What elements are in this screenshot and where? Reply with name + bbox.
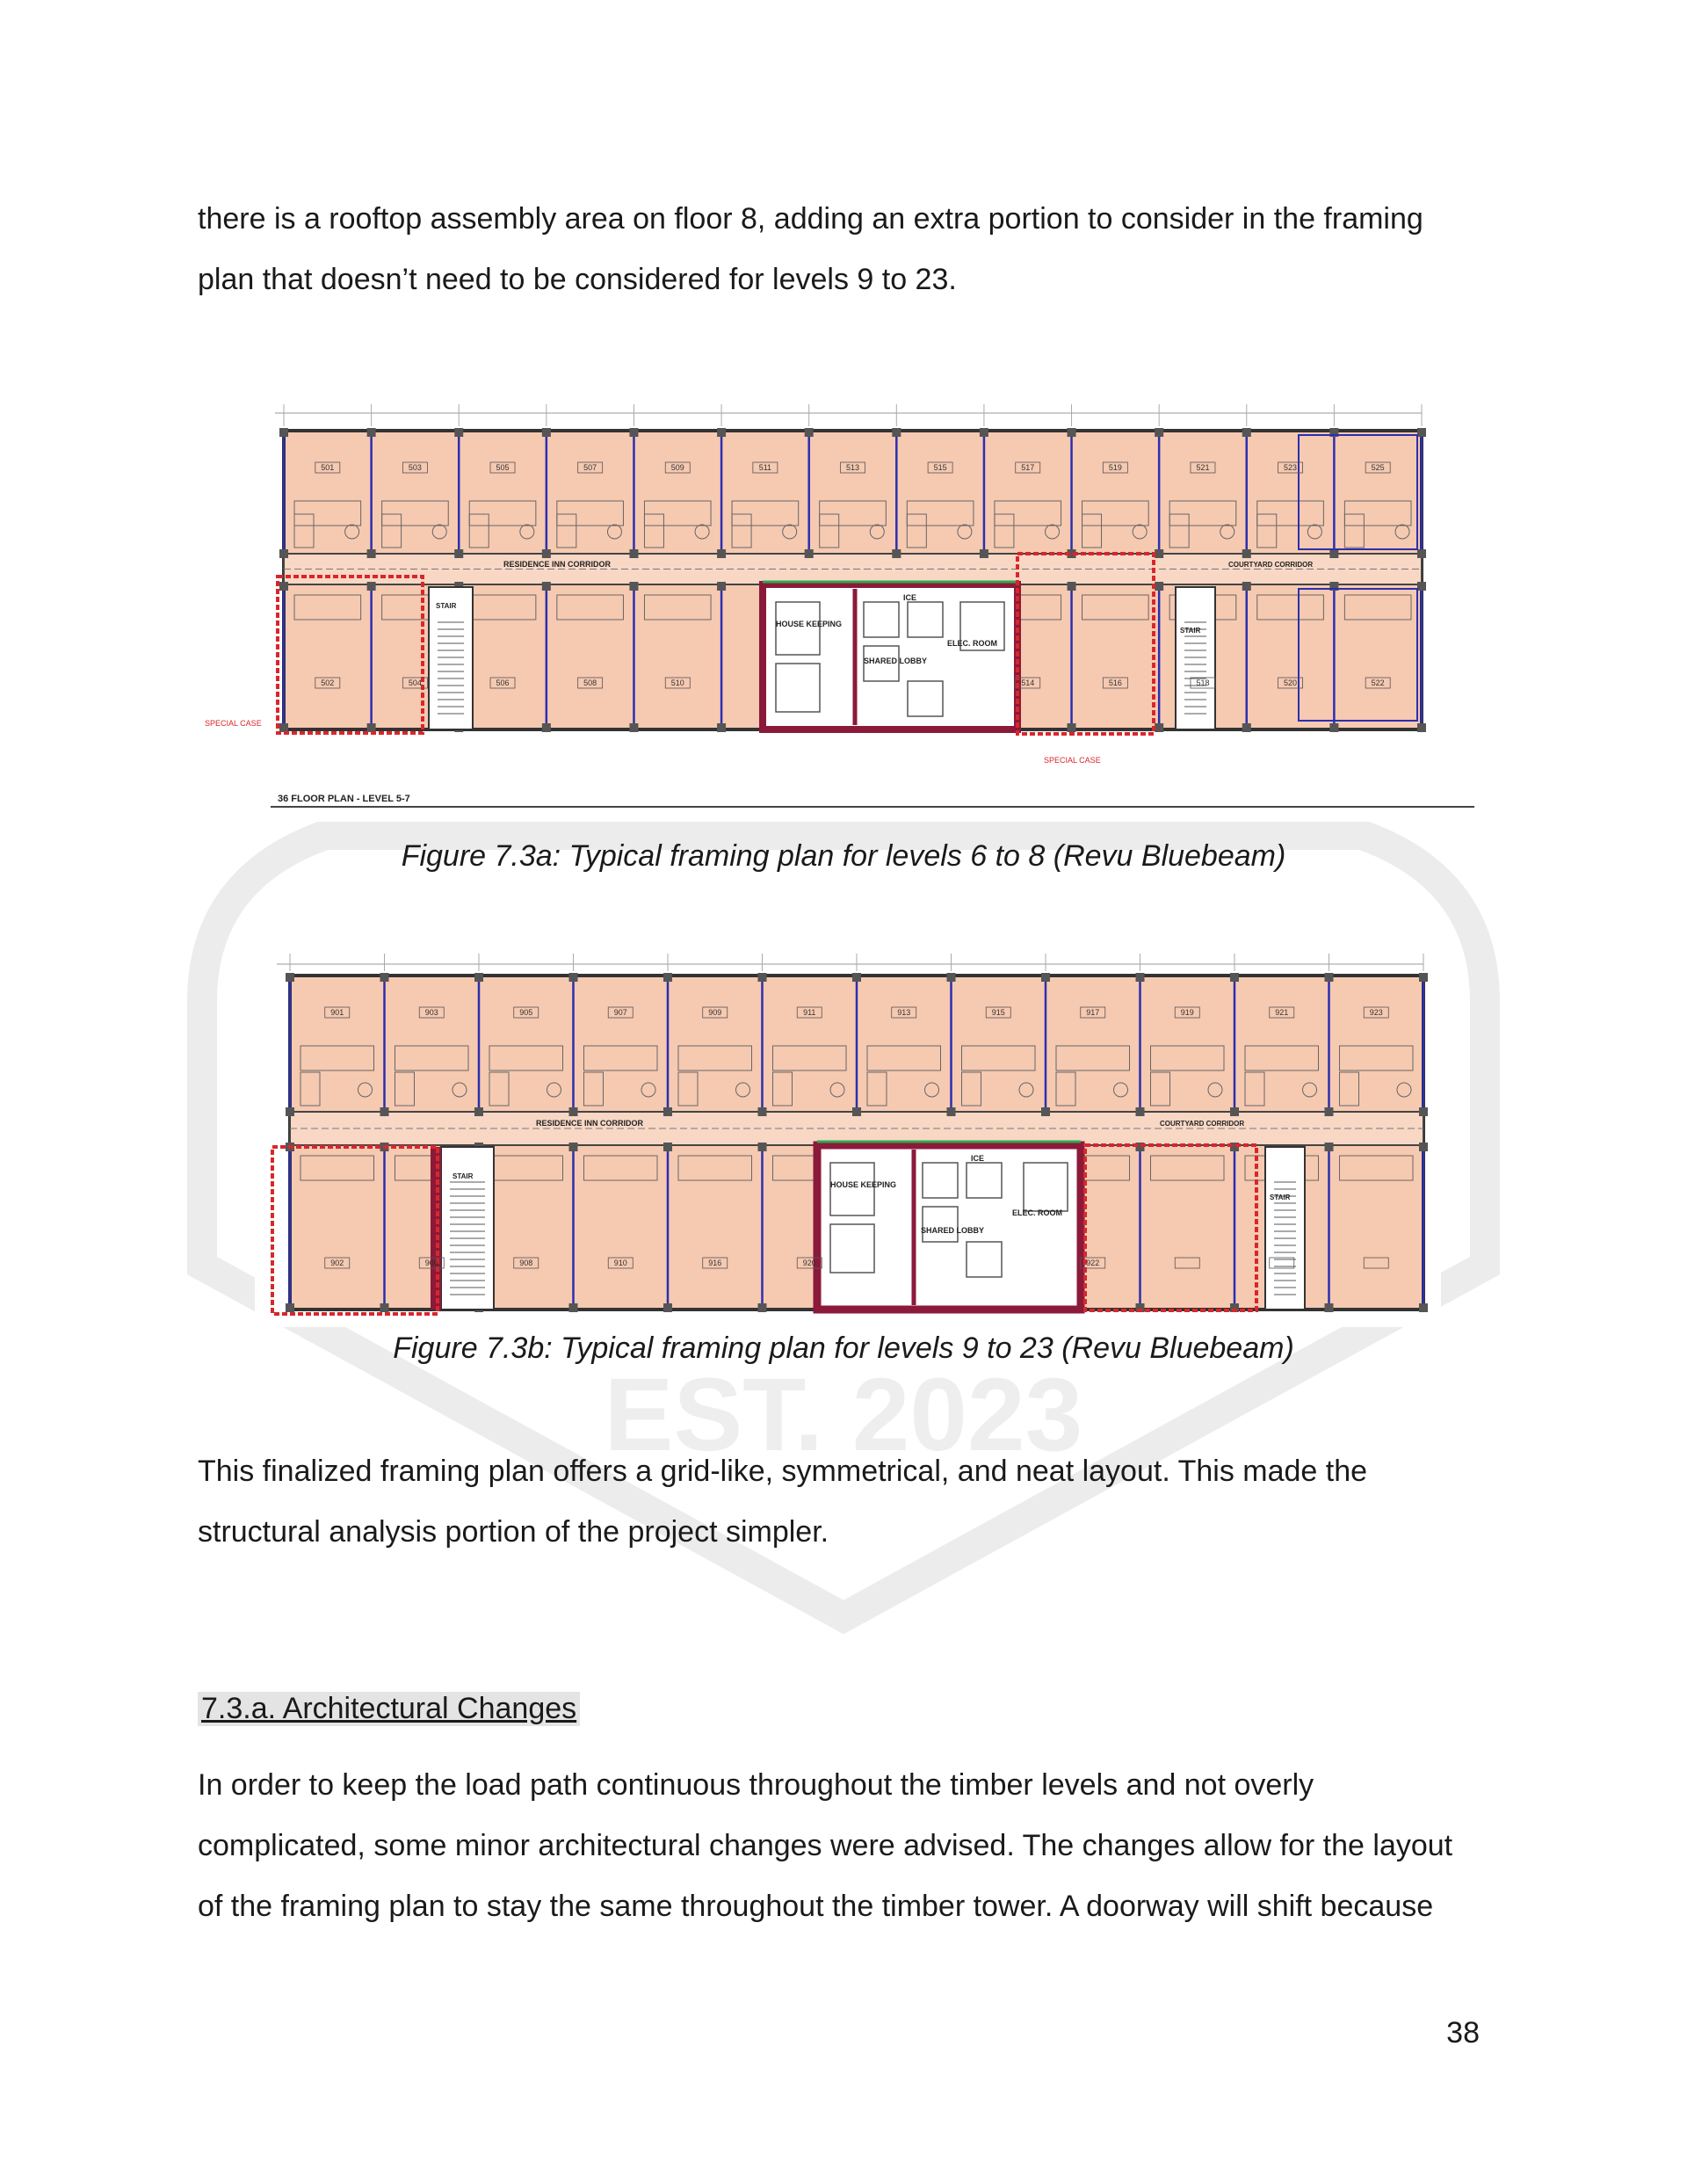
room-number: 515	[933, 463, 947, 472]
room-number: 520	[1284, 678, 1298, 687]
figure-a-caption: Figure 7.3a: Typical framing plan for levels 6 to 8 (Revu Bluebeam)	[401, 839, 1286, 873]
room-number: 923	[1369, 1008, 1383, 1017]
stair-right-label-a: STAIR	[1180, 627, 1201, 635]
section-heading: 7.3.a. Architectural Changes	[198, 1692, 580, 1726]
room-number: 518	[1196, 678, 1210, 687]
room-number: 514	[1021, 678, 1035, 687]
lobby-label-a: SHARED LOBBY	[864, 657, 928, 665]
room-number: 920	[802, 1259, 816, 1267]
room-number: 906	[424, 1259, 438, 1267]
floor-plan-figure-a	[200, 378, 1492, 822]
housekeeping-label-b: HOUSE KEEPING	[830, 1180, 897, 1189]
intro-line-2: plan that doesn’t need to be considered for levels 9 to 23.	[198, 263, 957, 296]
special-case-left-label: SPECIAL CASE	[205, 719, 262, 728]
corridor-label-a: RESIDENCE INN CORRIDOR	[503, 560, 612, 569]
elec-label-a: ELEC. ROOM	[947, 639, 998, 648]
room-number: 511	[758, 463, 772, 472]
stair-left-label-a: STAIR	[436, 602, 457, 610]
room-number: 505	[496, 463, 510, 472]
figure-b-caption: Figure 7.3b: Typical framing plan for levels 9 to 23 (Revu Bluebeam)	[393, 1331, 1294, 1365]
room-number: 901	[330, 1008, 344, 1017]
room-number: 522	[1371, 678, 1385, 687]
room-number: 517	[1021, 463, 1035, 472]
room-number: 921	[1275, 1008, 1289, 1017]
room-number: 509	[670, 463, 684, 472]
room-number: 507	[583, 463, 597, 472]
room-number: 919	[1180, 1008, 1194, 1017]
room-number: 911	[803, 1008, 816, 1017]
stair-left-label-b: STAIR	[453, 1172, 474, 1180]
room-number: 902	[330, 1259, 344, 1267]
corridor-label-b: RESIDENCE INN CORRIDOR	[536, 1119, 644, 1128]
room-number: 916	[708, 1259, 722, 1267]
room-number: 907	[613, 1008, 627, 1017]
room-number: 508	[583, 678, 597, 687]
room-number: 908	[519, 1259, 533, 1267]
room-number: 510	[670, 678, 684, 687]
room-number: 525	[1371, 463, 1385, 472]
room-number: 910	[613, 1259, 627, 1267]
room-number: 523	[1284, 463, 1298, 472]
lobby-label-b: SHARED LOBBY	[921, 1226, 985, 1235]
room-number: 913	[897, 1008, 911, 1017]
room-number: 501	[321, 463, 335, 472]
plan-title-a: 36 FLOOR PLAN - LEVEL 5-7	[278, 794, 410, 804]
elec-label-b: ELEC. ROOM	[1012, 1208, 1063, 1217]
room-number: 922	[1086, 1259, 1100, 1267]
stair-right-label-b: STAIR	[1270, 1194, 1291, 1201]
room-number: 516	[1108, 678, 1122, 687]
page-number: 38	[1446, 2016, 1480, 2050]
housekeeping-label-a: HOUSE KEEPING	[776, 620, 843, 628]
room-number: 519	[1108, 463, 1122, 472]
summary-line-1: This finalized framing plan offers a grid-like, symmetrical, and neat layout. This made the	[198, 1455, 1368, 1488]
room-number: 903	[424, 1008, 438, 1017]
floor-plan-figure-b	[255, 954, 1441, 1327]
room-number: 915	[991, 1008, 1005, 1017]
room-number: 506	[496, 678, 510, 687]
room-number: 521	[1196, 463, 1210, 472]
watermark-text: EST. 2023	[604, 1357, 1083, 1473]
summary-line-2: structural analysis portion of the project simpler.	[198, 1515, 829, 1549]
courtyard-label-a: COURTYARD CORRIDOR	[1228, 561, 1314, 569]
changes-line-1: In order to keep the load path continuous throughout the timber levels and not overly	[198, 1768, 1314, 1802]
special-case-right-label: SPECIAL CASE	[1044, 756, 1101, 765]
room-number: 504	[408, 678, 422, 687]
courtyard-label-b: COURTYARD CORRIDOR	[1160, 1120, 1245, 1128]
ice-label-a: ICE	[903, 593, 917, 602]
room-number: 917	[1086, 1008, 1100, 1017]
changes-line-2: complicated, some minor architectural changes were advised. The changes allow for the layout	[198, 1829, 1453, 1862]
room-number: 905	[519, 1008, 533, 1017]
changes-line-3: of the framing plan to stay the same throughout the timber tower. A doorway will shift because	[198, 1890, 1434, 1923]
intro-line-1: there is a rooftop assembly area on floor 8, adding an extra portion to consider in the framing	[198, 202, 1423, 236]
room-number: 503	[408, 463, 422, 472]
room-number: 513	[845, 463, 860, 472]
room-number: 909	[708, 1008, 722, 1017]
room-number: 502	[321, 678, 335, 687]
ice-label-b: ICE	[971, 1154, 985, 1163]
